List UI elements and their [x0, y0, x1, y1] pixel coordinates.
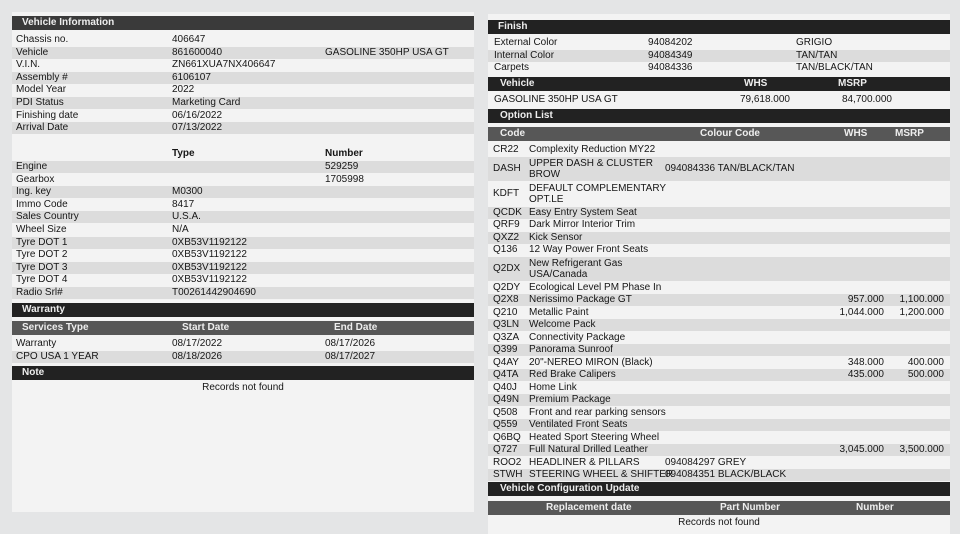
- part-number-header: Part Number: [720, 502, 781, 513]
- option-msrp: 3,500.000: [899, 444, 944, 455]
- option-description: Metallic Paint: [529, 306, 589, 318]
- vehicle-info-title: Vehicle Information: [22, 17, 115, 28]
- finish-name: GRIGIO: [796, 37, 833, 48]
- option-code: DASH: [493, 162, 521, 174]
- option-row: [488, 432, 950, 444]
- component-type: 0XB53V1192122: [172, 261, 247, 273]
- component-row: [12, 274, 474, 286]
- option-code: Q2X8: [493, 294, 519, 305]
- field-value: 07/13/2022: [172, 122, 223, 134]
- option-colour-code: 094084297 GREY: [665, 456, 747, 468]
- vehicle-info-row: [12, 97, 474, 109]
- field-label: Arrival Date: [16, 122, 69, 134]
- number-column-header: Number: [325, 148, 363, 159]
- component-row: [12, 287, 474, 299]
- option-row: [488, 157, 950, 181]
- option-row: [488, 419, 950, 431]
- vehicle-info-row: [12, 84, 474, 96]
- option-code: STWH: [493, 469, 523, 480]
- option-code: Q2DY: [493, 281, 521, 293]
- option-description: UPPER DASH & CLUSTER BROW: [529, 157, 653, 180]
- note-title: Note: [22, 367, 45, 378]
- option-code: Q3ZA: [493, 331, 520, 343]
- field-value: ZN661XUA7NX406647: [172, 59, 276, 71]
- option-description: New Refrigerant Gas USA/Canada: [529, 257, 623, 280]
- component-row: [12, 237, 474, 249]
- service-type: CPO USA 1 YEAR: [16, 350, 99, 362]
- option-row: [488, 357, 950, 369]
- component-label: Tyre DOT 1: [16, 236, 68, 248]
- note-row: [12, 382, 474, 394]
- option-description: HEADLINER & PILLARS: [529, 456, 640, 468]
- field-value: 06/16/2022: [172, 109, 223, 121]
- option-whs: 348.000: [847, 356, 884, 368]
- vehicle-price-header: [488, 77, 950, 91]
- field-label: Finishing date: [16, 109, 79, 121]
- option-row: [488, 344, 950, 356]
- end-date-header: End Date: [334, 322, 378, 333]
- option-description: DEFAULT COMPLEMENTARY OPT.LE: [529, 182, 666, 205]
- msrp-column-header: MSRP: [895, 128, 924, 139]
- option-code: ROO2: [493, 456, 522, 468]
- field-value: 2022: [172, 84, 195, 96]
- vehicle-info-row: [12, 72, 474, 84]
- component-row: [12, 199, 474, 211]
- end-date: 08/17/2027: [325, 350, 376, 362]
- option-description: 20"-NEREO MIRON (Black): [529, 356, 653, 368]
- component-label: Ing. key: [16, 186, 52, 198]
- option-description: Kick Sensor: [529, 231, 583, 243]
- option-whs: 1,044.000: [839, 306, 884, 318]
- option-msrp: 500.000: [907, 369, 944, 380]
- component-row: [12, 224, 474, 236]
- option-row: [488, 257, 950, 281]
- component-label: Tyre DOT 3: [16, 261, 68, 273]
- component-label: Tyre DOT 4: [16, 274, 68, 286]
- msrp-header: MSRP: [838, 78, 867, 89]
- component-type: 0XB53V1192122: [172, 236, 247, 248]
- option-row: [488, 207, 950, 219]
- option-row: [488, 394, 950, 406]
- option-description: Nerissimo Package GT: [529, 294, 632, 305]
- component-type: N/A: [172, 224, 189, 235]
- option-code: Q508: [493, 406, 518, 418]
- option-row: [488, 294, 950, 306]
- component-row: [12, 211, 474, 223]
- vehicle-info-row: [12, 34, 474, 46]
- finish-code: 94084349: [648, 49, 693, 61]
- finish-title: Finish: [498, 21, 528, 32]
- finish-name: TAN/TAN: [796, 49, 838, 61]
- config-update-title: Vehicle Configuration Update: [500, 483, 640, 494]
- start-date: 08/17/2022: [172, 338, 223, 349]
- option-row: [488, 332, 950, 344]
- option-row: [488, 319, 950, 331]
- component-row: [12, 161, 474, 173]
- warranty-columns: [12, 321, 474, 335]
- option-code: QRF9: [493, 219, 520, 230]
- finish-row: [488, 37, 950, 49]
- option-description: Panorama Sunroof: [529, 344, 613, 355]
- component-label: Engine: [16, 161, 48, 172]
- vehicle-info-row: [12, 47, 474, 59]
- option-description: Ventilated Front Seats: [529, 419, 628, 430]
- field-label: Vehicle: [16, 46, 49, 58]
- component-label: Immo Code: [16, 198, 68, 210]
- component-type: U.S.A.: [172, 211, 201, 223]
- vehicle-price-title: Vehicle: [500, 78, 535, 89]
- option-code: Q6BQ: [493, 431, 521, 443]
- vehicle-info-row: [12, 59, 474, 71]
- config-update-columns: [488, 501, 950, 515]
- finish-row: [488, 62, 950, 74]
- component-row: [12, 249, 474, 261]
- component-type: M0300: [172, 186, 203, 198]
- option-row: [488, 144, 950, 156]
- option-description: Red Brake Calipers: [529, 369, 616, 380]
- component-type: 0XB53V1192122: [172, 249, 247, 261]
- whs-header: WHS: [744, 78, 768, 89]
- option-row: [488, 232, 950, 244]
- number-header: Number: [856, 502, 894, 513]
- option-description: Home Link: [529, 381, 577, 393]
- option-list-columns: [488, 127, 950, 141]
- option-row: [488, 182, 950, 206]
- replacement-date-header: Replacement date: [546, 502, 632, 513]
- option-list-header: [488, 109, 950, 123]
- option-colour-code: 094084336 TAN/BLACK/TAN: [665, 162, 795, 174]
- vehicle-model: GASOLINE 350HP USA GT: [494, 94, 618, 105]
- option-code: KDFT: [493, 187, 520, 199]
- config-update-empty-row: [488, 517, 950, 529]
- colour-code-column-header: Colour Code: [700, 128, 760, 139]
- finish-code: 94084336: [648, 62, 693, 74]
- option-code: Q4TA: [493, 369, 519, 380]
- end-date: 08/17/2026: [325, 338, 376, 349]
- left-panel: [12, 12, 474, 512]
- field-label: Model Year: [16, 84, 67, 96]
- start-date: 08/18/2026: [172, 350, 223, 362]
- finish-row: [488, 50, 950, 62]
- component-row: [12, 262, 474, 274]
- component-row: [12, 174, 474, 186]
- vehicle-info-header: [12, 16, 474, 30]
- option-description: 12 Way Power Front Seats: [529, 244, 649, 255]
- whs-column-header: WHS: [844, 128, 868, 139]
- option-description: Front and rear parking sensors: [529, 406, 666, 418]
- vehicle-msrp: 84,700.000: [841, 94, 892, 105]
- field-label: Chassis no.: [16, 34, 69, 45]
- component-type: 0XB53V1192122: [172, 274, 247, 286]
- option-row: [488, 457, 950, 469]
- option-code: Q727: [493, 444, 518, 455]
- warranty-row: [12, 338, 474, 350]
- vehicle-info-row: [12, 110, 474, 122]
- vehicle-whs: 79,618.000: [739, 94, 790, 105]
- component-number: 1705998: [325, 173, 364, 185]
- field-value: Marketing Card: [172, 97, 241, 108]
- component-label: Gearbox: [16, 173, 55, 185]
- warranty-title: Warranty: [22, 304, 65, 315]
- option-row: [488, 244, 950, 256]
- note-header: [12, 366, 474, 380]
- option-msrp: 400.000: [907, 356, 944, 368]
- option-code: QCDK: [493, 206, 522, 218]
- component-number: 529259: [325, 161, 359, 172]
- option-row: [488, 307, 950, 319]
- component-label: Radio Srl#: [16, 287, 63, 298]
- option-code: CR22: [493, 144, 519, 155]
- option-code: Q136: [493, 244, 518, 255]
- note-empty-text: Records not found: [202, 382, 284, 393]
- option-description: Easy Entry System Seat: [529, 206, 637, 218]
- option-code: Q49N: [493, 394, 520, 405]
- component-type: 8417: [172, 198, 195, 210]
- option-code: Q399: [493, 344, 518, 355]
- option-code: Q40J: [493, 381, 517, 393]
- option-description: Dark Mirror Interior Trim: [529, 219, 636, 230]
- warranty-header: [12, 303, 474, 317]
- component-label: Tyre DOT 2: [16, 249, 68, 261]
- field-label: V.I.N.: [16, 59, 41, 71]
- option-code: Q210: [493, 306, 518, 318]
- right-panel: [488, 14, 950, 534]
- component-label: Sales Country: [16, 211, 79, 223]
- finish-label: Carpets: [494, 62, 530, 74]
- option-code: Q3LN: [493, 319, 520, 330]
- option-code: Q559: [493, 419, 518, 430]
- option-msrp: 1,200.000: [899, 306, 944, 318]
- component-label: Wheel Size: [16, 224, 67, 235]
- service-type: Warranty: [16, 338, 57, 349]
- vehicle-price-row: [488, 94, 950, 106]
- component-row: [12, 186, 474, 198]
- services-type-header: Services Type: [22, 322, 89, 333]
- option-list-title: Option List: [500, 110, 553, 121]
- option-description: Connectivity Package: [529, 331, 626, 343]
- start-date-header: Start Date: [182, 322, 230, 333]
- code-column-header: Code: [500, 128, 525, 139]
- option-whs: 3,045.000: [839, 444, 884, 455]
- option-whs: 435.000: [847, 369, 884, 380]
- type-number-header: [12, 148, 474, 160]
- option-description: Welcome Pack: [529, 319, 596, 330]
- option-row: [488, 282, 950, 294]
- field-extra: GASOLINE 350HP USA GT: [325, 46, 449, 58]
- option-row: [488, 469, 950, 481]
- option-whs: 957.000: [847, 294, 884, 305]
- option-row: [488, 219, 950, 231]
- option-code: Q2DX: [493, 262, 521, 274]
- component-type: T00261442904690: [172, 287, 256, 298]
- option-code: QXZ2: [493, 231, 520, 243]
- field-label: Assembly #: [16, 71, 68, 83]
- option-row: [488, 369, 950, 381]
- config-update-empty-text: Records not found: [678, 517, 760, 528]
- vehicle-info-row: [12, 122, 474, 134]
- finish-label: External Color: [494, 37, 558, 48]
- option-description: STEERING WHEEL & SHIFTER: [529, 469, 674, 480]
- field-value: 6106107: [172, 71, 211, 83]
- config-update-header: [488, 482, 950, 496]
- option-colour-code: 094084351 BLACK/BLACK: [665, 469, 787, 480]
- field-value: 861600040: [172, 46, 223, 58]
- finish-code: 94084202: [648, 37, 693, 48]
- option-description: Ecological Level PM Phase In: [529, 281, 662, 293]
- option-row: [488, 444, 950, 456]
- option-row: [488, 407, 950, 419]
- option-description: Premium Package: [529, 394, 611, 405]
- option-description: Full Natural Drilled Leather: [529, 444, 648, 455]
- option-description: Heated Sport Steering Wheel: [529, 431, 660, 443]
- field-label: PDI Status: [16, 97, 64, 108]
- field-value: 406647: [172, 34, 206, 45]
- option-description: Complexity Reduction MY22: [529, 144, 656, 155]
- finish-header: [488, 20, 950, 34]
- option-code: Q4AY: [493, 356, 519, 368]
- option-row: [488, 382, 950, 394]
- finish-label: Internal Color: [494, 49, 555, 61]
- finish-name: TAN/BLACK/TAN: [796, 62, 873, 74]
- warranty-row: [12, 351, 474, 363]
- type-column-header: Type: [172, 148, 195, 159]
- option-msrp: 1,100.000: [899, 294, 944, 305]
